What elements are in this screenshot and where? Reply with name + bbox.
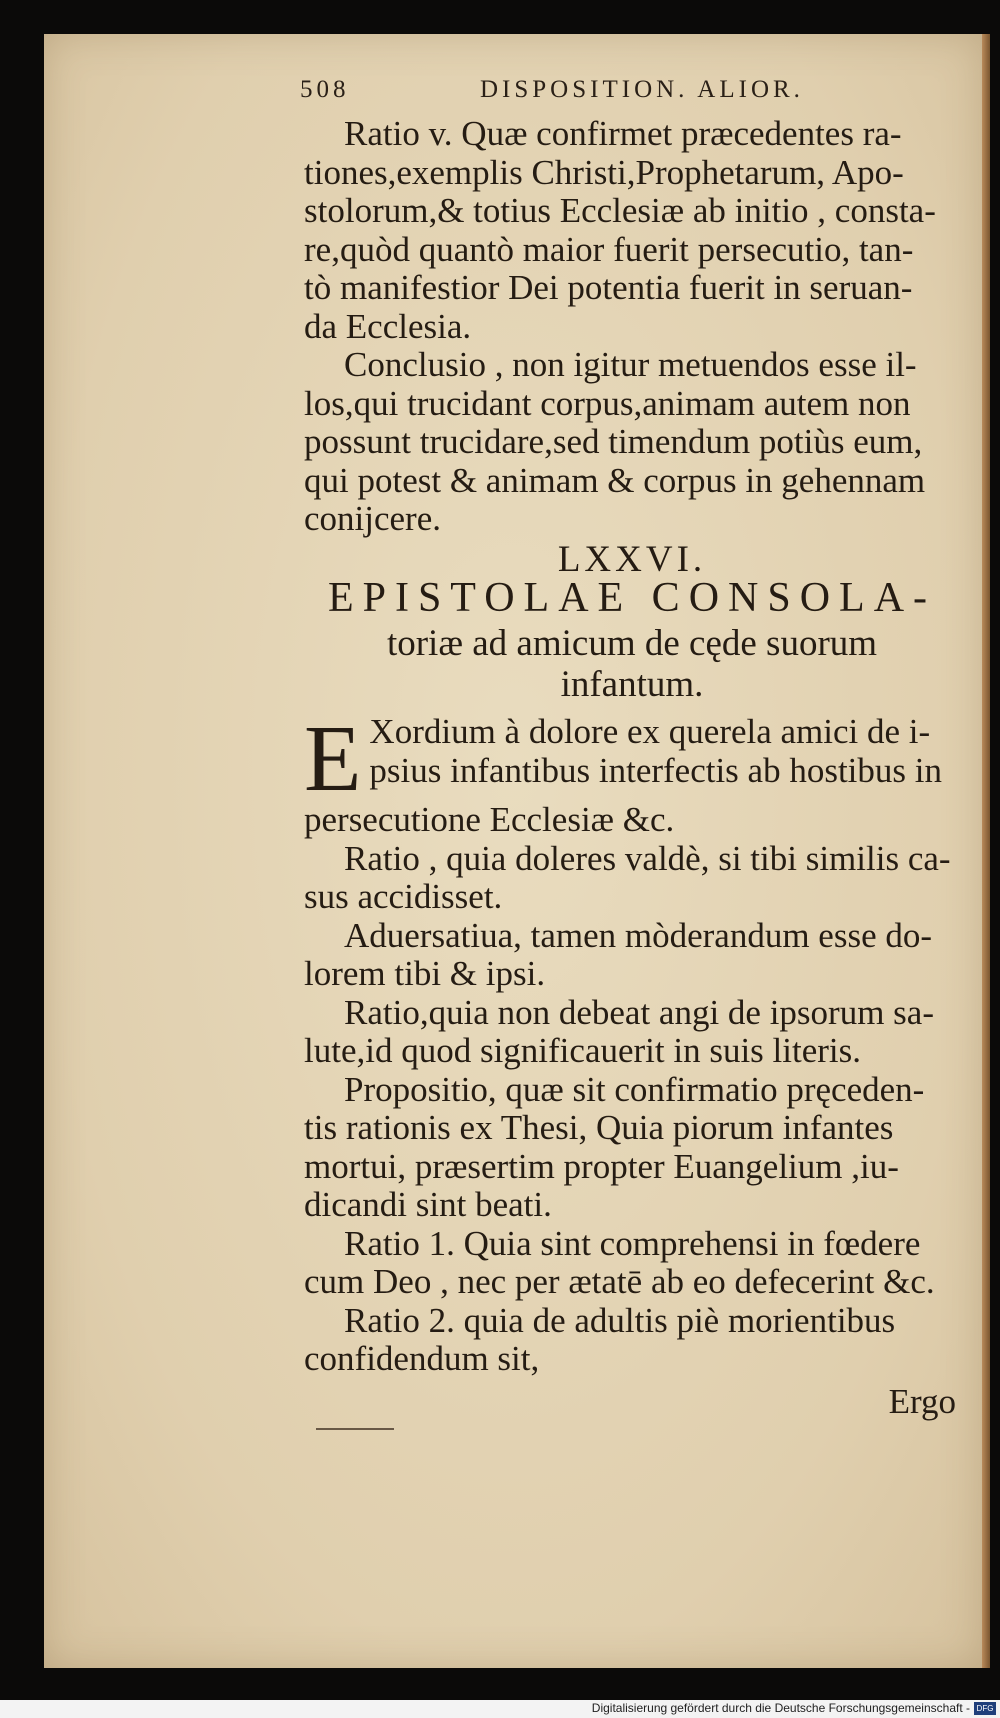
section-subtitle: infantum. <box>560 664 704 705</box>
text-line: Ratio 2. quia de adultis piè morientibus <box>344 1300 896 1340</box>
text-line: da Ecclesia. <box>304 306 472 346</box>
text-line: Propositio, quæ sit confirmatio pręceden- <box>344 1069 925 1109</box>
text-line: sus accidisset. <box>304 877 503 916</box>
section-subtitle: toriæ ad amicum de cęde suorum <box>386 623 878 664</box>
text-line: tis rationis ex Thesi, Quia piorum infantes <box>304 1108 894 1147</box>
running-head: DISPOSITION. ALIOR. <box>480 76 804 103</box>
page-number: 508 <box>300 76 350 103</box>
text-line: conijcere. <box>304 499 441 538</box>
footer-text: Digitalisierung gefördert durch die Deutsche Forschungsgemeinschaft - <box>591 1701 970 1715</box>
initial-letter: E <box>304 707 362 811</box>
text-line: Xordium à dolore ex querela amici de i- <box>369 712 931 751</box>
text-line: lorem tibi & ipsi. <box>304 954 546 993</box>
text-line: stolorum,& totius Ecclesiæ ab initio , consta- <box>304 191 936 230</box>
paragraph-exordium <box>304 707 960 811</box>
text-line: lute,id quod significauerit in suis literis. <box>304 1031 862 1070</box>
decorative-rule <box>316 1428 394 1430</box>
text-line: cum Deo , nec per ætatē ab eo defecerint &c. <box>304 1262 935 1301</box>
catchword: Ergo <box>888 1381 956 1421</box>
text-line: dicandi sint beati. <box>304 1185 552 1224</box>
digitization-footer <box>0 1700 1000 1718</box>
text-line: possunt trucidare,sed timendum potiùs eum, <box>304 422 923 461</box>
text-line: Ratio v. Quæ confirmet præcedentes ra- <box>344 114 902 153</box>
text-line: persecutione Ecclesiæ &c. <box>304 800 675 839</box>
text-line: re,quòd quantò maior fuerit persecutio, tan- <box>304 229 914 269</box>
text-line: confidendum sit, <box>304 1339 540 1378</box>
dfg-logo: DFG <box>974 1702 996 1715</box>
section-title: EPISTOLAE CONSOLA- <box>327 575 937 621</box>
text-line: Aduersatiua, tamen mòderandum esse do- <box>344 915 933 955</box>
text-line: mortui, præsertim propter Euangelium ,iu- <box>304 1146 899 1186</box>
text-line: tiones,exemplis Christi,Prophetarum, Apo- <box>304 152 904 192</box>
text-line: Ratio , quia doleres valdè, si tibi similis ca- <box>344 838 951 878</box>
text-line: Ratio,quia non debeat angi de ipsorum sa- <box>344 992 934 1032</box>
text-line: Conclusio , non igitur metuendos esse il- <box>344 345 917 384</box>
text-line: qui potest & animam & corpus in gehennam <box>304 460 926 500</box>
section-number: LXXVI. <box>557 538 707 580</box>
text-line: los,qui trucidant corpus,animam autem non <box>304 383 911 423</box>
text-line: tò manifestior Dei potentia fuerit in seruan- <box>304 268 913 307</box>
page-edge <box>982 34 990 1668</box>
text-line: psius infantibus interfectis ab hostibus in <box>369 750 942 790</box>
text-line: Ratio 1. Quia sint comprehensi in fœdere <box>344 1223 921 1263</box>
page-body <box>304 115 960 1421</box>
